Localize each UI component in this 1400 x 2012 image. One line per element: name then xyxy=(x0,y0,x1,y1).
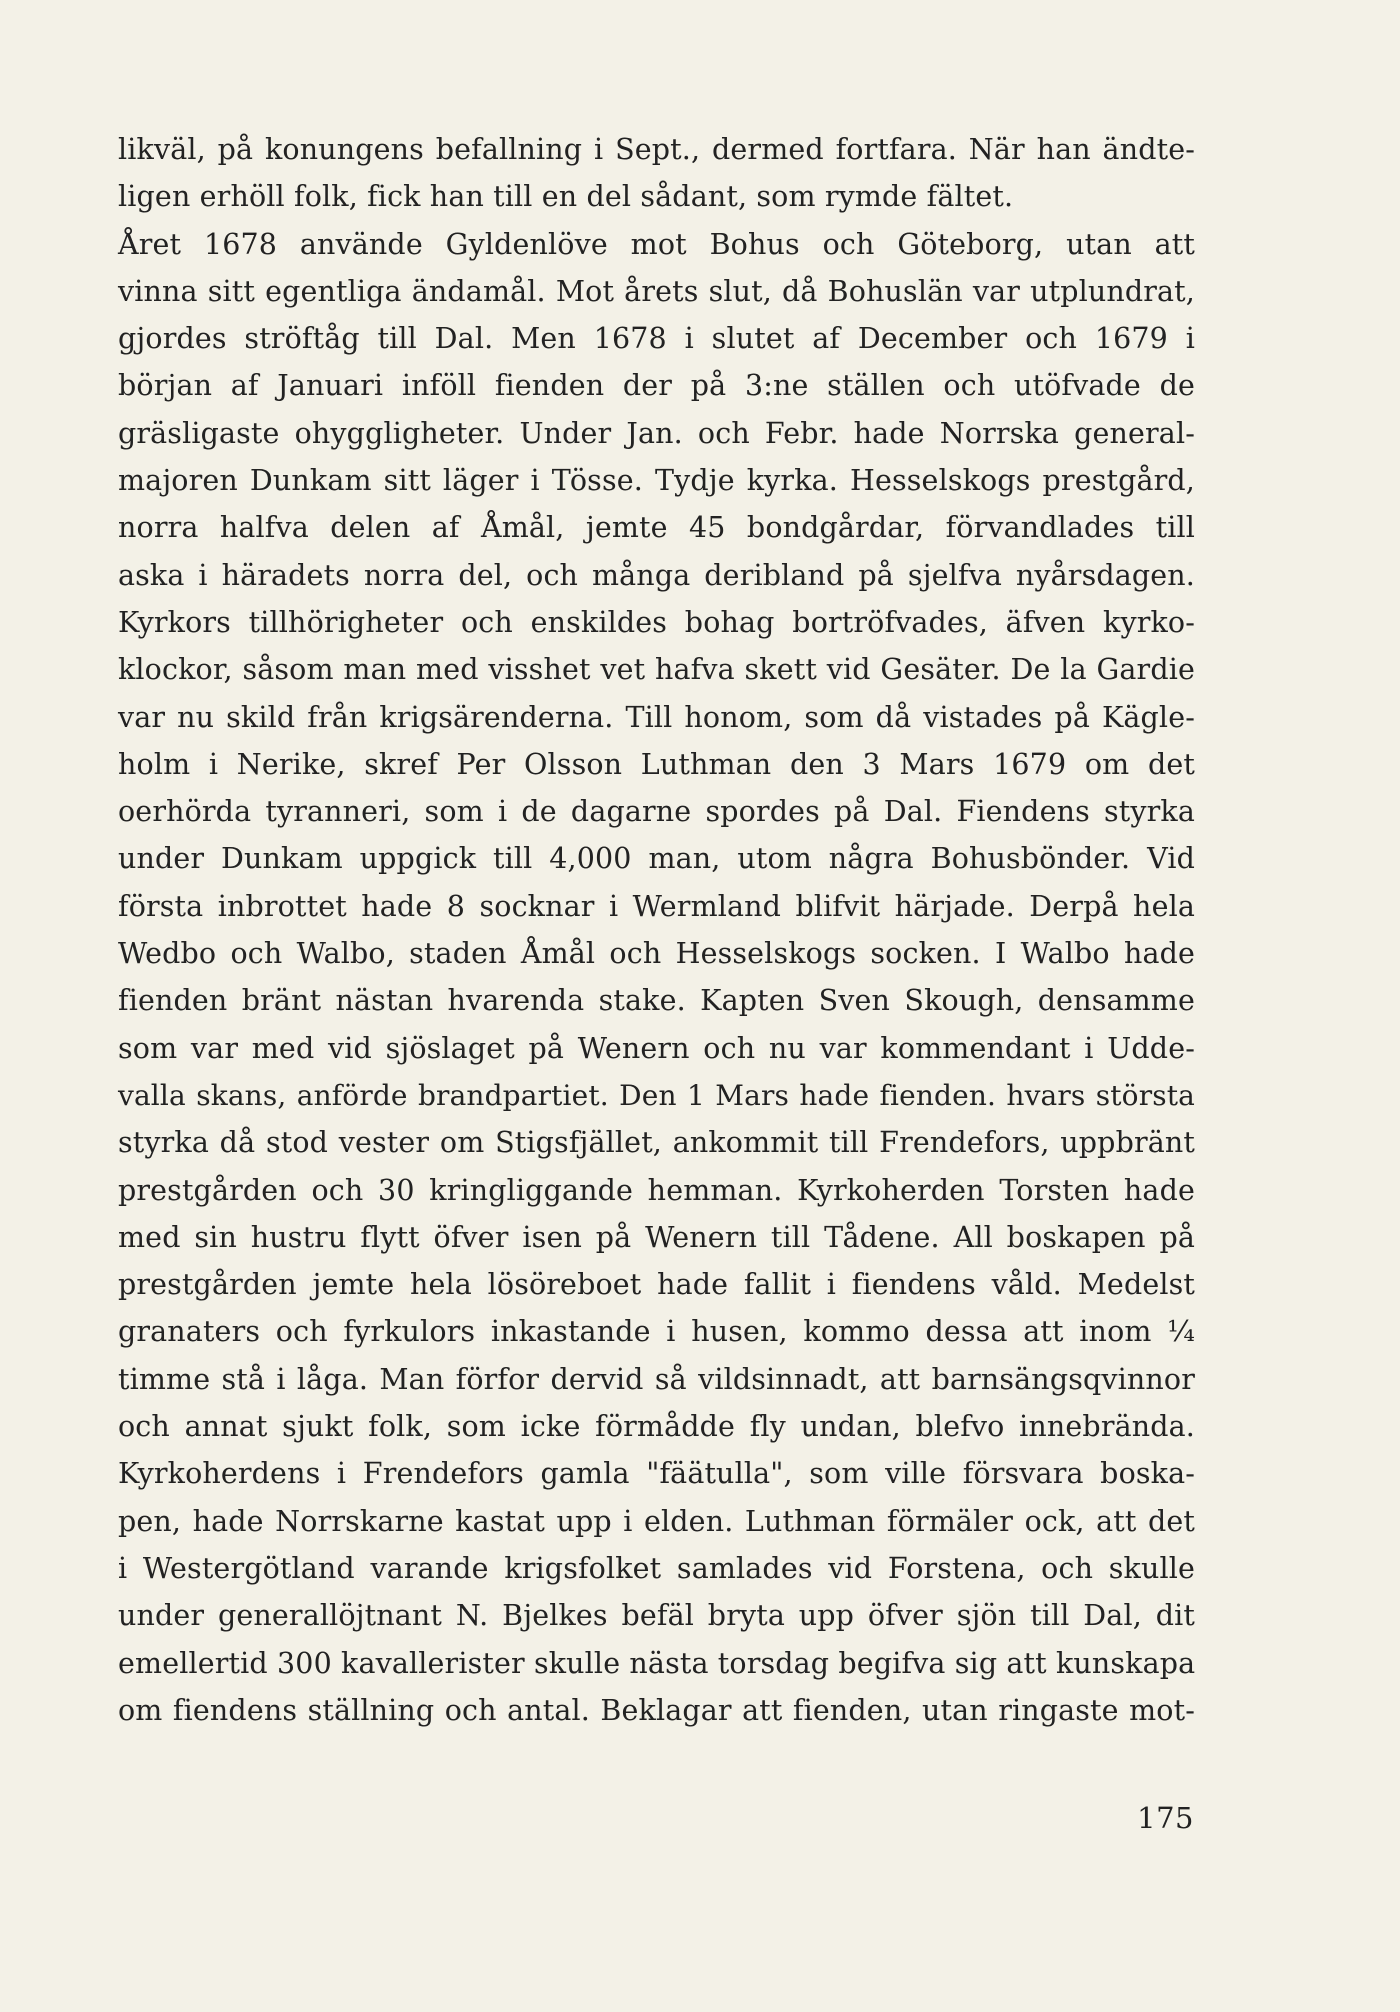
text-line: styrka då stod vester om Stigsfjället, ankommit till Frendefors, uppbränt xyxy=(118,1126,1195,1160)
text-line: vinna sitt egentliga ändamål. Mot årets slut, då Bohuslän var utplundrat, xyxy=(118,274,1195,308)
text-line: gjordes ströftåg till Dal. Men 1678 i slutet af December och 1679 i xyxy=(118,322,1195,356)
text-line: Året 1678 använde Gyldenlöve mot Bohus och Göteborg, utan att xyxy=(118,227,1195,261)
text-line: pen, hade Norrskarne kastat upp i elden. Luthman förmäler ock, att det xyxy=(118,1504,1195,1538)
text-line: aska i häradets norra del, och många deribland på sjelfva nyårsdagen. xyxy=(118,558,1195,592)
text-line: med sin hustru flytt öfver isen på Wenern till Tådene. All boskapen på xyxy=(118,1220,1195,1254)
text-line: och annat sjukt folk, som icke förmådde fly undan, blefvo innebrända. xyxy=(118,1410,1195,1444)
page-number: 175 xyxy=(1137,1801,1194,1835)
text-line: Wedbo och Walbo, staden Åmål och Hesselskogs socken. I Walbo hade xyxy=(118,937,1195,971)
text-line: likväl, på konungens befallning i Sept., dermed fortfara. När han ändte- xyxy=(118,133,1195,166)
text-line: i Westergötland varande krigsfolket samlades vid Forstena, och skulle xyxy=(118,1551,1195,1585)
text-line: fienden bränt nästan hvarenda stake. Kapten Sven Skough, densamme xyxy=(118,984,1195,1018)
body-text xyxy=(118,126,1195,1734)
text-line: oerhörda tyranneri, som i de dagarne spordes på Dal. Fiendens styrka xyxy=(118,795,1195,829)
text-line: timme stå i låga. Man förfor dervid så vildsinnadt, att barnsängsqvinnor xyxy=(118,1362,1195,1396)
text-line: prestgården jemte hela lösöreboet hade fallit i fiendens våld. Medelst xyxy=(118,1268,1195,1302)
text-line: prestgården och 30 kringliggande hemman. Kyrkoherden Torsten hade xyxy=(118,1173,1195,1207)
text-line: början af Januari inföll fienden der på 3:ne ställen och utöfvade de xyxy=(118,369,1195,403)
text-line: under generallöjtnant N. Bjelkes befäl bryta upp öfver sjön till Dal, dit xyxy=(118,1599,1195,1633)
text-line: gräsligaste ohyggligheter. Under Jan. och Febr. hade Norrska general- xyxy=(118,416,1195,450)
text-line: Kyrkoherdens i Frendefors gamla "fäätulla", som ville försvara boska- xyxy=(118,1457,1195,1491)
text-line: Kyrkors tillhörigheter och enskildes bohag bortröfvades, äfven kyrko- xyxy=(118,605,1195,639)
text-line: emellertid 300 kavallerister skulle nästa torsdag begifva sig att kunskapa xyxy=(118,1646,1196,1680)
text-line: granaters och fyrkulors inkastande i husen, kommo dessa att inom ¼ xyxy=(118,1315,1195,1349)
text-line: var nu skild från krigsärenderna. Till honom, som då vistades på Kägle- xyxy=(118,700,1195,734)
text-line: valla skans, anförde brandpartiet. Den 1 Mars hade fienden. hvars största xyxy=(118,1078,1195,1112)
text-line: ligen erhöll folk, fick han till en del sådant, som rymde fältet. xyxy=(118,180,1014,214)
text-line: klockor, såsom man med visshet vet hafva skett vid Gesäter. De la Gardie xyxy=(118,653,1195,687)
text-line: under Dunkam uppgick till 4,000 man, utom några Bohusbönder. Vid xyxy=(118,842,1195,876)
text-line: majoren Dunkam sitt läger i Tösse. Tydje kyrka. Hesselskogs prestgård, xyxy=(118,464,1195,498)
text-line: första inbrottet hade 8 socknar i Wermland blifvit härjade. Derpå hela xyxy=(118,889,1195,923)
text-line: holm i Nerike, skref Per Olsson Luthman den 3 Mars 1679 om det xyxy=(118,747,1195,781)
text-line: om fiendens ställning och antal. Beklagar att fienden, utan ringaste mot- xyxy=(118,1693,1195,1727)
text-line: norra halfva delen af Åmål, jemte 45 bondgårdar, förvandlades till xyxy=(118,511,1195,545)
text-line: som var med vid sjöslaget på Wenern och nu var kommendant i Udde- xyxy=(118,1031,1195,1065)
